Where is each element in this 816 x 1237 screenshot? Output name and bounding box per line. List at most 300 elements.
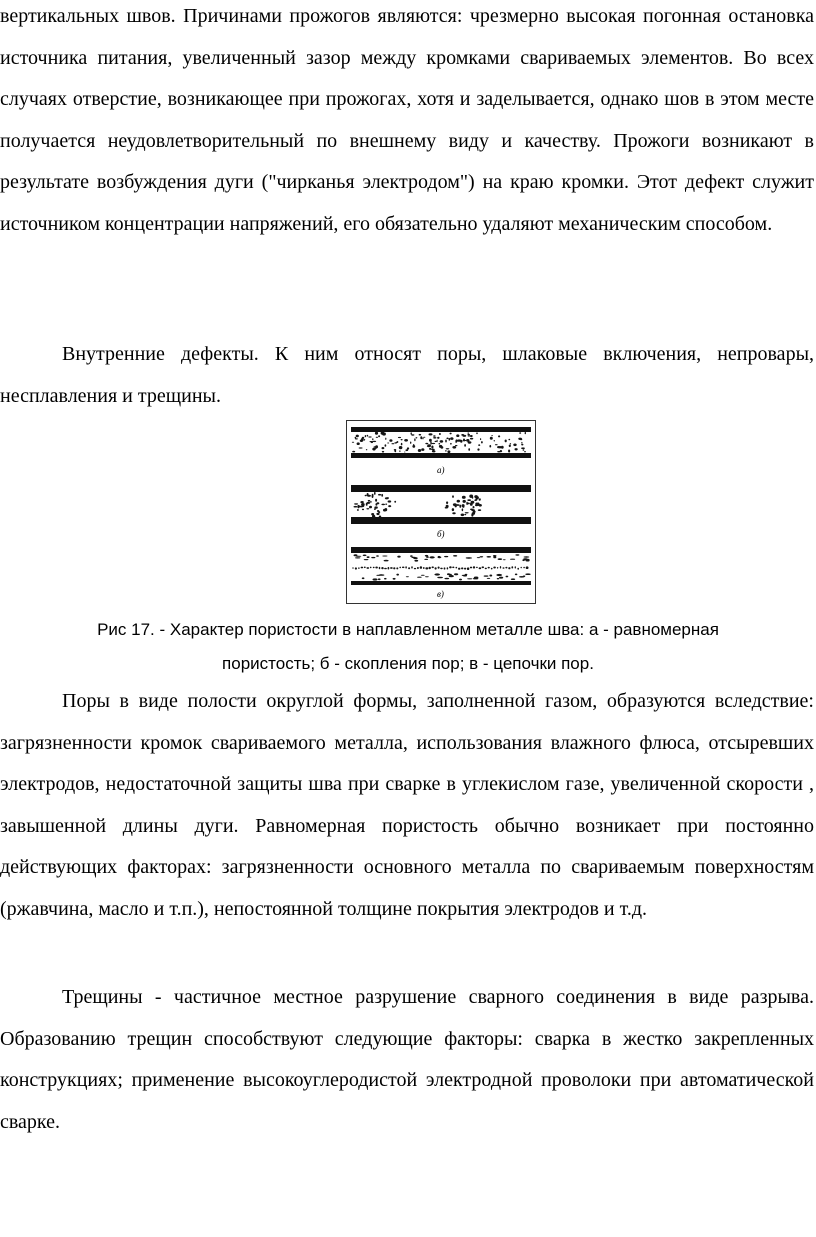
pore-mark — [519, 576, 524, 577]
pore-mark — [414, 568, 416, 569]
pore-mark — [354, 506, 358, 508]
pore-mark — [467, 434, 470, 436]
pore-mark — [454, 573, 458, 575]
pore-mark — [490, 437, 493, 440]
pore-mark — [449, 438, 451, 441]
pore-mark — [459, 505, 461, 508]
pore-mark — [431, 449, 433, 450]
pore-mark — [523, 558, 527, 559]
pore-mark — [362, 509, 364, 511]
pore-mark — [489, 575, 492, 577]
pore-mark — [358, 506, 361, 508]
pore-mark — [411, 566, 413, 568]
pore-mark — [359, 447, 363, 448]
pore-mark — [487, 556, 492, 558]
pore-mark — [417, 567, 419, 569]
pore-mark — [370, 567, 372, 569]
pore-mark — [401, 443, 403, 446]
porosity-diagram — [347, 421, 534, 602]
pore-mark — [366, 508, 369, 509]
pore-mark — [441, 446, 444, 449]
pore-mark — [510, 443, 511, 444]
pore-mark — [468, 448, 470, 451]
pore-mark — [460, 440, 462, 443]
pore-mark — [468, 432, 469, 433]
pore-mark — [378, 435, 380, 437]
pore-mark — [471, 501, 475, 504]
pore-mark — [467, 557, 472, 558]
panel-b-label: б) — [437, 529, 445, 539]
pore-mark — [381, 432, 385, 435]
pore-mark — [478, 509, 481, 511]
pore-mark — [505, 567, 507, 569]
pore-mark — [382, 556, 387, 557]
pore-mark — [445, 440, 447, 443]
pore-mark — [445, 507, 448, 509]
pore-mark — [477, 448, 479, 450]
pore-mark — [375, 567, 378, 569]
pore-mark — [489, 445, 491, 448]
pore-mark — [508, 450, 510, 453]
pore-mark — [450, 443, 452, 445]
pore-mark — [498, 446, 501, 448]
pore-mark — [515, 448, 518, 450]
pore-mark — [362, 504, 365, 507]
pore-mark — [464, 568, 466, 570]
pore-mark — [379, 574, 385, 575]
pore-mark — [446, 438, 448, 440]
pore-mark — [373, 567, 375, 568]
pore-mark — [355, 567, 357, 569]
pore-mark — [493, 567, 496, 569]
pore-mark — [356, 435, 359, 438]
pore-mark — [366, 567, 369, 569]
pore-mark — [357, 442, 360, 445]
pore-mark — [416, 437, 418, 438]
pore-mark — [423, 567, 425, 569]
pore-mark — [465, 512, 469, 513]
pore-mark — [355, 437, 357, 439]
pore-mark — [447, 573, 450, 575]
pore-mark — [381, 504, 385, 506]
pore-mark — [446, 448, 450, 449]
pore-mark — [433, 435, 436, 437]
pore-mark — [404, 452, 405, 453]
pore-mark — [364, 567, 366, 569]
pore-mark — [404, 439, 408, 442]
pore-mark — [352, 567, 353, 569]
pore-mark — [410, 442, 411, 444]
pore-mark — [399, 567, 401, 569]
pore-mark — [364, 559, 369, 560]
pore-mark — [378, 511, 380, 513]
pore-mark — [444, 556, 448, 557]
pore-mark — [464, 444, 466, 447]
pore-mark — [370, 441, 373, 442]
pore-mark — [385, 438, 386, 440]
pore-mark — [429, 556, 434, 558]
pore-mark — [467, 499, 471, 501]
pore-mark — [425, 576, 429, 577]
pore-mark — [508, 439, 510, 441]
pore-mark — [482, 566, 485, 568]
pore-mark — [461, 567, 463, 569]
pore-mark — [455, 445, 458, 446]
pore-mark — [481, 441, 483, 443]
pore-mark — [457, 500, 460, 503]
pore-mark — [473, 506, 475, 508]
pore-mark — [378, 494, 381, 496]
pore-mark — [373, 516, 376, 518]
pore-mark — [357, 509, 359, 511]
pore-mark — [480, 556, 484, 557]
pore-mark — [496, 574, 502, 576]
pore-mark — [453, 555, 457, 556]
pore-mark — [476, 567, 478, 568]
pore-mark — [477, 557, 480, 558]
pore-mark — [408, 567, 410, 569]
pore-mark — [396, 442, 397, 443]
pore-mark — [429, 439, 432, 442]
pore-mark — [372, 441, 376, 442]
pore-mark — [402, 567, 405, 569]
pore-mark — [525, 432, 526, 434]
pore-mark — [462, 496, 466, 499]
pore-mark — [440, 440, 444, 443]
pore-mark — [405, 566, 407, 568]
pore-mark — [487, 578, 490, 579]
pore-mark — [369, 506, 372, 509]
pore-mark — [491, 568, 493, 570]
pore-mark — [497, 567, 498, 569]
pore-mark — [427, 446, 430, 447]
pore-mark — [505, 440, 507, 443]
pore-mark — [379, 567, 381, 570]
pore-mark — [420, 566, 422, 569]
pore-mark — [396, 574, 399, 576]
pore-mark — [411, 557, 415, 558]
pore-mark — [412, 445, 415, 448]
pore-mark — [495, 444, 498, 445]
pore-mark — [455, 440, 456, 443]
pore-mark — [503, 567, 505, 569]
pore-mark — [452, 512, 455, 514]
pore-mark — [429, 433, 433, 435]
pore-mark — [462, 435, 466, 437]
pore-mark — [437, 437, 439, 439]
pore-mark — [499, 577, 503, 579]
pore-mark — [420, 436, 422, 439]
panel-a-uniform-porosity — [351, 427, 531, 475]
pore-mark — [414, 438, 415, 441]
pore-mark — [397, 556, 400, 558]
pore-mark — [382, 451, 384, 453]
pore-mark — [513, 444, 516, 447]
pore-mark — [474, 495, 478, 498]
pore-mark — [431, 446, 433, 449]
pore-mark — [521, 447, 525, 449]
pore-mark — [439, 433, 441, 435]
pore-mark — [417, 577, 422, 578]
paragraph-burnthrough: вертикальных швов. Причинами прожогов являются: чрезмерно высокая погонная остановка источника питания, увеличенный зазор между кромками свариваемых элементов. Во всех случаях отверстие, возникающее при прожогах, хотя и заделывается, однако шов в этом месте получается неудовлетворительный по внешнему виду и качеству. Прожоги возникают в результате возбуждения дуги ("чирканья электродом") на краю кромки. Этот дефект служит источником концентрации напряжений, его обязательно удаляют механическим способом. — [0, 5, 814, 235]
pore-mark — [407, 447, 409, 449]
pore-mark — [452, 446, 456, 449]
paragraph-internal-defects: Внутренние дефекты. К ним относят поры, шлаковые включения, непровары, несплавления и трещины. — [0, 343, 814, 407]
pore-mark — [367, 556, 370, 558]
pore-mark — [366, 503, 368, 506]
pore-mark — [372, 494, 374, 497]
pore-mark — [446, 501, 448, 504]
pore-mark — [361, 567, 364, 569]
pore-mark — [387, 443, 389, 444]
pore-mark — [463, 500, 466, 503]
pore-mark — [431, 443, 435, 444]
panel-c-label: в) — [437, 589, 444, 599]
pore-mark — [426, 556, 429, 558]
pore-mark — [488, 567, 490, 569]
pore-mark — [399, 450, 400, 452]
pore-mark — [450, 437, 453, 440]
pore-mark — [370, 501, 372, 503]
pore-mark — [449, 566, 452, 568]
pore-mark — [376, 555, 379, 557]
pore-mark — [391, 443, 394, 444]
pore-mark — [470, 567, 472, 569]
pore-mark — [384, 560, 389, 562]
pore-mark — [432, 566, 434, 568]
pore-mark — [374, 492, 376, 495]
pore-mark — [394, 450, 396, 453]
pore-mark — [467, 567, 469, 570]
pore-mark — [524, 451, 526, 452]
pore-mark — [467, 578, 472, 579]
pore-mark — [479, 567, 482, 569]
paragraph-cracks: Трещины - частичное местное разрушение сварного соединения в виде разрыва. Образованию трещин способствуют следующие факторы: сварка в жестко закрепленных конструкциях; применение высокоуглеродистой электродной проволоки при автоматической сварке. — [0, 986, 814, 1133]
pore-mark — [494, 440, 495, 441]
pore-mark — [469, 495, 473, 498]
pore-mark — [355, 557, 360, 558]
pore-mark — [491, 435, 493, 436]
pore-mark — [390, 567, 393, 569]
pore-mark — [452, 567, 454, 569]
pore-mark — [423, 437, 425, 438]
pore-mark — [381, 567, 383, 569]
pore-mark — [433, 437, 436, 439]
pore-mark — [456, 434, 459, 437]
pore-mark — [461, 434, 462, 436]
pore-mark — [363, 439, 365, 441]
pore-mark — [478, 444, 480, 446]
pore-mark — [396, 567, 398, 569]
pore-mark — [435, 567, 437, 569]
pore-mark — [401, 439, 403, 440]
pore-mark — [388, 505, 391, 507]
pore-mark — [510, 559, 515, 560]
pore-mark — [393, 578, 396, 580]
pore-mark — [384, 568, 387, 570]
pore-mark — [367, 435, 369, 437]
pore-mark — [424, 559, 428, 560]
pore-mark — [473, 511, 475, 513]
pore-mark — [439, 443, 441, 445]
pore-mark — [479, 499, 481, 501]
pore-mark — [444, 567, 446, 569]
porosity-figure — [346, 420, 536, 604]
pore-mark — [438, 567, 440, 569]
pore-mark — [493, 556, 496, 558]
pore-mark — [484, 575, 489, 576]
pore-mark — [393, 567, 395, 569]
pore-mark — [429, 448, 431, 450]
pore-mark — [525, 573, 530, 575]
pore-mark — [425, 443, 428, 445]
pore-mark — [414, 560, 418, 562]
pore-mark — [375, 499, 377, 502]
panel-b-pore-clusters — [351, 485, 531, 539]
pore-mark — [461, 514, 465, 517]
pore-mark — [372, 438, 373, 440]
pore-mark — [421, 448, 424, 451]
pore-mark — [374, 506, 377, 508]
pore-mark — [452, 495, 454, 498]
pore-mark — [462, 575, 467, 576]
pore-mark — [373, 578, 378, 580]
pore-mark — [474, 499, 476, 501]
pore-mark — [354, 554, 358, 556]
pore-mark — [419, 434, 422, 436]
pore-mark — [368, 500, 371, 502]
pore-mark — [430, 442, 431, 445]
pore-mark — [515, 566, 516, 568]
pore-mark — [422, 437, 423, 439]
pore-mark — [462, 504, 465, 507]
pore-mark — [471, 509, 475, 511]
pore-mark — [435, 441, 437, 442]
pore-mark — [382, 447, 385, 449]
pore-mark — [411, 432, 412, 435]
pore-mark — [372, 448, 375, 451]
pore-mark — [480, 438, 481, 440]
pore-mark — [362, 437, 365, 439]
pore-mark — [450, 433, 452, 435]
pore-mark — [375, 432, 378, 435]
pore-mark — [434, 573, 440, 575]
pore-mark — [462, 508, 464, 511]
pore-mark — [383, 509, 386, 512]
pore-mark — [498, 558, 503, 560]
pore-mark — [388, 567, 390, 570]
pore-mark — [515, 574, 518, 576]
pore-mark — [367, 495, 371, 497]
pore-mark — [509, 445, 511, 448]
pore-mark — [526, 566, 529, 569]
pore-mark — [464, 514, 466, 515]
pore-mark — [466, 439, 469, 442]
pore-mark — [452, 508, 454, 511]
pore-mark — [521, 567, 522, 569]
pore-mark — [447, 450, 450, 453]
pore-mark — [517, 568, 519, 570]
figure-caption-line-2: пористость; б - скопления пор; в - цепочки пор. — [222, 654, 594, 673]
pore-mark — [466, 502, 468, 505]
pore-mark — [521, 442, 522, 444]
panel-a-label: а) — [437, 465, 445, 475]
pore-mark — [524, 556, 530, 557]
pore-mark — [459, 579, 462, 581]
pore-mark — [523, 449, 525, 450]
pore-mark — [506, 576, 509, 578]
pore-mark — [354, 503, 358, 504]
pore-mark — [385, 444, 387, 447]
pore-mark — [411, 434, 414, 435]
pore-mark — [365, 435, 366, 437]
pore-mark — [432, 450, 436, 452]
pore-mark — [478, 503, 480, 506]
pore-mark — [449, 575, 454, 577]
pore-mark — [485, 568, 487, 570]
pore-mark — [388, 500, 392, 502]
panel-c-pore-chains — [351, 547, 531, 599]
pore-mark — [521, 444, 523, 446]
pore-mark — [526, 560, 530, 562]
pore-mark — [376, 437, 378, 438]
pore-mark — [371, 557, 375, 558]
pore-mark — [497, 578, 500, 579]
pore-mark — [444, 578, 449, 580]
pore-mark — [458, 568, 460, 570]
pore-mark — [440, 568, 443, 570]
pore-mark — [437, 440, 438, 443]
pore-mark — [368, 436, 371, 437]
pore-mark — [503, 559, 506, 560]
pore-mark — [363, 555, 367, 557]
pore-mark — [476, 432, 478, 434]
pore-mark — [421, 575, 425, 576]
pore-mark — [425, 567, 428, 569]
pore-mark — [377, 502, 380, 504]
pore-mark — [394, 501, 396, 503]
pore-mark — [358, 567, 359, 569]
pore-mark — [511, 566, 513, 568]
figure-caption-line-1: Рис 17. - Характер пористости в наплавленном металле шва: а - равномерная — [97, 620, 719, 639]
pore-mark — [389, 439, 392, 442]
pore-mark — [511, 578, 515, 580]
pore-mark — [352, 451, 355, 453]
pore-mark — [508, 567, 510, 569]
pore-mark — [379, 516, 381, 518]
pore-mark — [519, 432, 521, 434]
pore-mark — [470, 438, 473, 440]
pore-mark — [473, 566, 475, 568]
pore-mark — [384, 578, 387, 580]
pore-mark — [365, 495, 367, 497]
pore-mark — [381, 494, 383, 497]
pore-mark — [518, 438, 522, 440]
pore-mark — [385, 497, 389, 499]
pore-mark — [500, 566, 501, 569]
pore-mark — [398, 437, 401, 438]
pore-mark — [352, 442, 354, 443]
pore-mark — [375, 445, 378, 448]
pore-mark — [437, 577, 443, 579]
pore-mark — [523, 567, 525, 569]
pore-mark — [385, 504, 387, 505]
pore-mark — [456, 567, 458, 569]
pore-mark — [463, 440, 467, 441]
pore-mark — [399, 446, 403, 449]
paragraph-pores: Поры в виде полости округлой формы, заполненной газом, образуются вследствие: загрязненности кромок свариваемого металла, использования влажного флюса, отсыревших электродов, недостаточной защиты шва при сварке в углекислом газе, увеличенной скорости , завышенной длины дуги. Равномерная пористость обычно возникает при постоянно действующих факторах: загрязненности основного металла по свариваемым поверхностям (ржавчина, масло и т.п.), непостоянной толщине покрытия электродов и т.д. — [0, 690, 814, 920]
pore-mark — [366, 449, 367, 450]
